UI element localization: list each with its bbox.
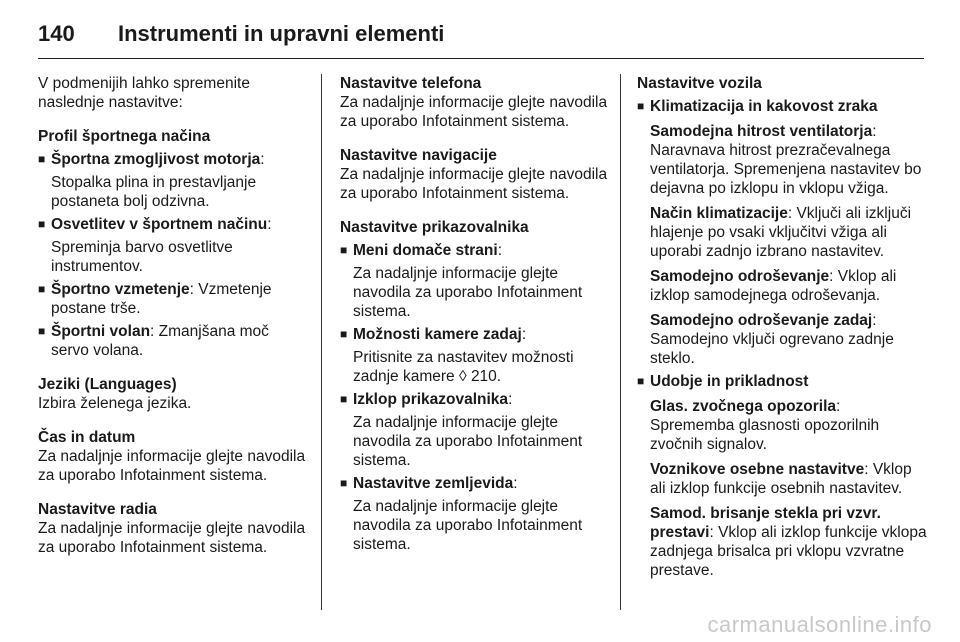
item-separator: : [260,151,265,168]
sub-entry [650,460,927,498]
item-term: Športni volan [51,323,151,340]
section-text: Izbira želenega jezika. [38,395,192,412]
group-title: Udobje in prikladnost [650,373,809,390]
group-title: Klimatizacija in kakovost zraka [650,98,878,115]
item-separator: : [521,326,527,343]
bullet-icon: ■ [38,217,46,231]
sport-section [38,127,310,360]
list-item [38,215,310,234]
item-description: Za nadaljnje informacije glejte navodila za uporabo Infotainment sistema. [353,498,583,553]
entry-term: Samod. brisanje stekla pri vzvr. prestavi [650,505,881,541]
section-text: Za nadaljnje informacije glejte navodila za uporabo Infotainment sistema. [340,94,608,130]
section-text: Za nadaljnje informacije glejte navodila za uporabo Infotainment sistema. [340,166,608,202]
list-item [340,325,612,344]
page-header [38,14,922,54]
bullet-icon: ■ [340,243,348,257]
sub-entry [650,267,927,305]
time-section [38,428,310,485]
page-number: 140 [38,21,75,46]
column-right [637,74,927,580]
entry-term: Samodejna hitrost ventilatorja [650,123,873,140]
item-description: Stopalka plina in prestavljanje postaneta bolj odzivna. [51,174,257,210]
sub-entry [650,122,927,198]
entry-text: : Vklop ali izklop samodejnega odroševanja. [650,268,897,304]
entry-text: : Vklop ali izklop funkcije vklopa zadnjega brisalca pri vklopu vzvratne prestave. [650,524,927,579]
section-heading: Jeziki (Languages) [38,376,177,393]
list-item [38,322,310,360]
item-description: Za nadaljnje informacije glejte navodila za uporabo Infotainment sistema. [353,414,583,469]
item-separator: : [508,391,513,408]
section-heading: Profil športnega načina [38,128,211,145]
bullet-icon: ■ [38,152,46,166]
item-description: Za nadaljnje informacije glejte navodila za uporabo Infotainment sistema. [353,265,583,320]
sub-entry [650,397,927,454]
section-text: Za nadaljnje informacije glejte navodila za uporabo Infotainment sistema. [38,520,306,556]
item-term: Osvetlitev v športnem načinu [51,216,268,233]
entry-term: Način klimatizacije [650,205,788,222]
navigation-section [340,146,612,203]
section-heading: Nastavitve prikazovalnika [340,219,529,236]
column-middle [340,74,612,569]
section-heading: Čas in datum [38,429,136,446]
section-heading: Nastavitve navigacije [340,147,497,164]
item-term: Izklop prikazovalnika [353,391,509,408]
list-item [38,280,310,318]
entry-term: Voznikove osebne nastavitve [650,461,865,478]
entry-text: : Vklop ali izklop funkcije osebnih nastavitev. [650,461,912,497]
section-text: Za nadaljnje informacije glejte navodila za uporabo Infotainment sistema. [38,448,306,484]
entry-term: Glas. zvočnega opozorila [650,398,837,415]
item-term: Nastavitve zemljevida [353,475,514,492]
entry-text: : Naravnava hitrost prezračevalnega ventilatorja. Spremenjena nastavitev bo dejavna po izklopu in vklopu vžiga. [650,123,922,197]
bullet-icon: ■ [637,374,645,388]
entry-text: : Samodejno vključi ogrevano zadnje steklo. [650,312,894,367]
entry-term: Samodejno odroševanje [650,268,830,285]
column-left [38,74,310,572]
list-item [340,390,612,409]
item-term: Možnosti kamere zadaj [353,326,522,343]
sub-entry [650,204,927,261]
item-separator: : [497,242,503,259]
intro-text: V podmenijih lahko spremenite naslednje nastavitve: [38,75,250,111]
watermark: carmanualsonline.info [707,612,932,637]
item-term: Meni domače strani [353,242,498,259]
section-heading: Nastavitve radia [38,501,157,518]
list-item [637,372,927,391]
list-item [38,150,310,169]
bullet-icon: ■ [340,327,348,341]
item-term: Športno vzmetenje [51,281,190,298]
bullet-icon: ■ [38,282,46,296]
item-description: : Vzmetenje postane trše. [51,281,272,317]
item-separator: : [513,475,518,492]
column-divider [620,74,621,610]
entry-term: Samodejno odroševanje zadaj [650,312,873,329]
section-heading: Nastavitve vozila [637,75,762,92]
item-description: : Zmanjšana moč servo volana. [51,323,269,359]
header-rule [38,58,924,59]
bullet-icon: ■ [340,476,348,490]
section-heading: Nastavitve telefona [340,75,482,92]
item-separator: : [267,216,272,233]
column-divider [321,74,322,610]
item-description: Pritisnite za nastavitev možnosti zadnje kamere ◊ 210. [353,349,574,385]
radio-section [38,500,310,557]
phone-section [340,74,612,131]
bullet-icon: ■ [637,99,645,113]
list-item [340,474,612,493]
sub-entry [650,504,927,580]
intro-section [38,74,310,112]
entry-text: : Vključi ali izključi hlajenje po vsaki vključitvi vžiga ali uporabi zadnjo izbrano nastavitev. [650,205,912,260]
sub-entry [650,311,927,368]
languages-section [38,375,310,413]
entry-text: : Sprememba glasnosti opozorilnih zvočnih signalov. [650,398,880,453]
item-term: Športna zmogljivost motorja [51,151,261,168]
list-item [340,241,612,260]
list-item [637,97,927,116]
item-description: Spreminja barvo osvetlitve instrumentov. [51,239,233,275]
display-section [340,218,612,554]
bullet-icon: ■ [38,324,46,338]
bullet-icon: ■ [340,392,348,406]
page-title: Instrumenti in upravni elementi [118,21,445,46]
